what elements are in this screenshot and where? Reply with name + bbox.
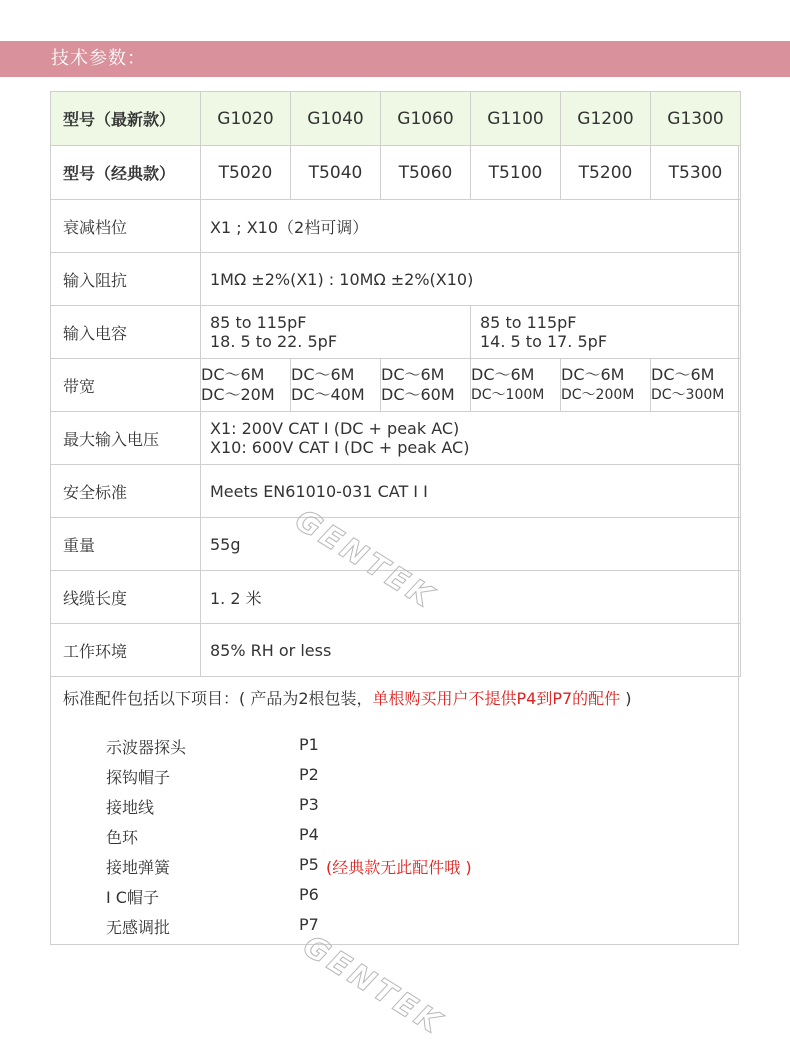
- bandwidth-line: DC～300M: [651, 387, 725, 403]
- bandwidth-line: DC～6M: [651, 365, 715, 384]
- spec-table: [50, 91, 741, 677]
- table-row-model-classic: [51, 146, 741, 200]
- accessory-code: P3: [299, 795, 319, 814]
- bandwidth-line: DC～200M: [561, 387, 635, 403]
- model-cell: T5200: [561, 146, 651, 200]
- capacitance-left: [201, 306, 471, 359]
- capacitance-right: [471, 306, 741, 359]
- max-voltage-line: X10: 600V CAT I (DC + peak AC): [210, 438, 470, 457]
- model-cell: T5060: [381, 146, 471, 200]
- table-row-max-voltage: [51, 412, 741, 465]
- accessory-code: P2: [299, 765, 319, 784]
- bandwidth-cell: [561, 359, 651, 412]
- weight-value: 55g: [201, 518, 741, 571]
- row-label: 线缆长度: [51, 571, 201, 624]
- model-cell: G1040: [291, 92, 381, 146]
- bandwidth-line: DC～6M: [201, 365, 265, 384]
- note-warning: 单根购买用户不提供P4到P7的配件: [372, 689, 621, 708]
- table-row-environment: [51, 624, 741, 677]
- impedance-value: 1MΩ ±2%(X1) : 10MΩ ±2%(X10): [201, 253, 741, 306]
- accessory-name: 色环: [106, 828, 139, 847]
- accessory-code: P1: [299, 735, 319, 754]
- table-row-cable: [51, 571, 741, 624]
- table-row-bandwidth: [51, 359, 741, 412]
- row-label: 带宽: [51, 359, 201, 412]
- accessory-code: P7: [299, 915, 319, 934]
- model-cell: T5020: [201, 146, 291, 200]
- bandwidth-line: DC～60M: [381, 385, 455, 404]
- bandwidth-cell: [201, 359, 291, 412]
- model-cell: T5100: [471, 146, 561, 200]
- environment-value: 85% RH or less: [201, 624, 741, 677]
- accessory-name: 探钩帽子: [106, 768, 171, 787]
- accessory-code: P5: [299, 855, 319, 874]
- max-voltage-line: X1: 200V CAT I (DC + peak AC): [210, 419, 460, 438]
- model-cell: G1060: [381, 92, 471, 146]
- watermark-logo: GENTEK: [288, 502, 442, 617]
- bandwidth-cell: [381, 359, 471, 412]
- cable-value: 1. 2 米: [201, 571, 741, 624]
- accessory-code: P6: [299, 885, 319, 904]
- table-row-impedance: [51, 253, 741, 306]
- accessory-name: 接地弹簧: [106, 858, 171, 877]
- capacitance-right-line: 85 to 115pF: [480, 313, 577, 332]
- capacitance-left-line: 18. 5 to 22. 5pF: [210, 332, 338, 351]
- model-cell: G1020: [201, 92, 291, 146]
- model-cell: T5300: [651, 146, 741, 200]
- bandwidth-cell: [651, 359, 741, 412]
- row-label: 输入阻抗: [51, 253, 201, 306]
- row-label: 型号（最新款）: [51, 92, 201, 146]
- model-cell: G1200: [561, 92, 651, 146]
- row-label: 最大输入电压: [51, 412, 201, 465]
- max-voltage-value: [201, 412, 741, 465]
- attenuation-value: X1 ; X10（2档可调）: [201, 200, 741, 253]
- section-title: 技术参数：: [51, 48, 146, 69]
- table-row-capacitance: [51, 306, 741, 359]
- bandwidth-line: DC～20M: [201, 385, 275, 404]
- row-label: 输入电容: [51, 306, 201, 359]
- row-label: 衰减档位: [51, 200, 201, 253]
- model-cell: T5040: [291, 146, 381, 200]
- row-label: 型号（经典款）: [51, 146, 201, 200]
- table-row-attenuation: [51, 200, 741, 253]
- bandwidth-line: DC～6M: [561, 365, 625, 384]
- accessory-name: 无感调批: [106, 918, 171, 937]
- accessory-note: (经典款无此配件哦 ): [326, 858, 472, 877]
- watermark-logo-2: GENTEK: [296, 928, 450, 1042]
- bandwidth-line: DC～100M: [471, 387, 545, 403]
- bandwidth-line: DC～6M: [381, 365, 445, 384]
- table-row-safety: [51, 465, 741, 518]
- bandwidth-line: DC～6M: [471, 365, 535, 384]
- bandwidth-cell: [291, 359, 381, 412]
- accessory-name: 示波器探头: [106, 738, 187, 757]
- accessory-code: P4: [299, 825, 319, 844]
- bandwidth-cell: [471, 359, 561, 412]
- accessory-name: 接地线: [106, 798, 155, 817]
- model-cell: G1100: [471, 92, 561, 146]
- table-row-model-new: [51, 92, 741, 146]
- table-row-weight: [51, 518, 741, 571]
- row-label: 安全标准: [51, 465, 201, 518]
- safety-value: Meets EN61010-031 CAT I I: [201, 465, 741, 518]
- bandwidth-line: DC～40M: [291, 385, 365, 404]
- capacitance-right-line: 14. 5 to 17. 5pF: [480, 332, 608, 351]
- model-cell: G1300: [651, 92, 741, 146]
- note-prefix: 标准配件包括以下项目：( 产品为2根包装，: [63, 689, 373, 708]
- capacitance-left-line: 85 to 115pF: [210, 313, 307, 332]
- accessory-name: I C帽子: [106, 888, 159, 907]
- note-suffix: ): [620, 689, 632, 708]
- row-label: 重量: [51, 518, 201, 571]
- row-label: 工作环境: [51, 624, 201, 677]
- section-banner: [0, 41, 790, 77]
- accessories-note: [63, 686, 632, 709]
- bandwidth-line: DC～6M: [291, 365, 355, 384]
